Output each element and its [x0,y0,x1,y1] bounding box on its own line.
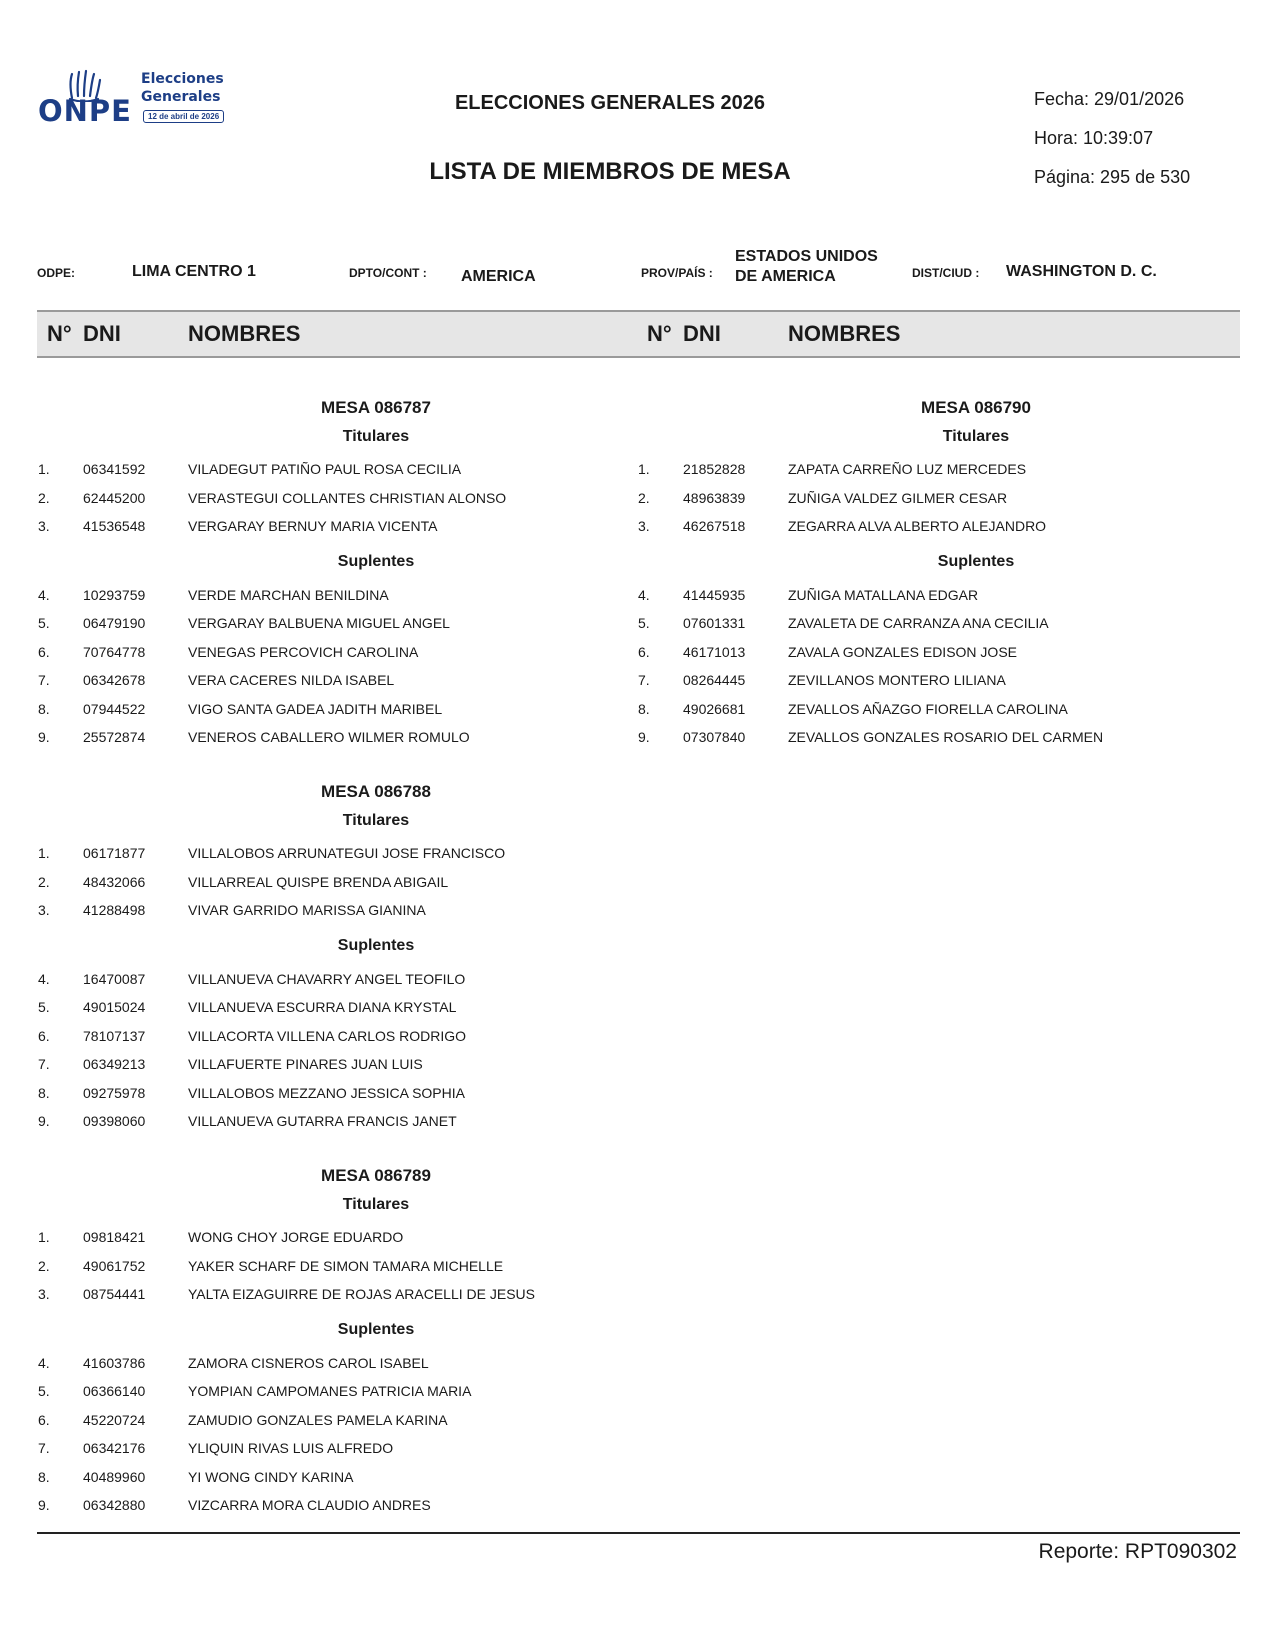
dpto-value: AMERICA [461,268,536,285]
mesa-title: MESA 086787 [321,398,431,417]
member-number: 6. [38,643,50,660]
member-dni: 70764778 [83,643,146,660]
member-dni: 06171877 [83,845,146,861]
member-dni: 41536548 [83,518,146,534]
member-number: 4. [38,586,50,603]
odpe-label: ODPE: [37,266,76,280]
member-name: VIGO SANTA GADEA JADITH MARIBEL [188,700,443,717]
member-number: 8. [638,700,650,717]
member-dni: 41603786 [83,1354,146,1371]
column-header-bar [37,310,1240,358]
section-titulares: Titulares [342,1196,410,1213]
member-dni: 07307840 [683,729,746,745]
member-dni: 09398060 [83,1113,146,1129]
mesa-title: MESA 086789 [321,1166,431,1185]
section-titulares: Titulares [342,428,410,445]
member-dni: 40489960 [83,1468,146,1485]
member-name: VILLANUEVA CHAVARRY ANGEL TEOFILO [188,970,466,987]
member-name: ZAMORA CISNEROS CAROL ISABEL [188,1354,429,1371]
member-number: 5. [38,615,50,631]
member-number: 4. [38,970,50,987]
election-date-pill: 12 de abril de 2026 [143,110,224,123]
member-name: ZUÑIGA VALDEZ GILMER CESAR [788,489,1008,506]
mesa-title: MESA 086788 [321,782,431,801]
member-dni: 45220724 [83,1411,146,1428]
col-nombres-right: NOMBRES [788,321,901,346]
member-number: 7. [638,672,650,688]
odpe-value: LIMA CENTRO 1 [132,263,256,280]
member-name: WONG CHOY JORGE EDUARDO [188,1229,404,1245]
member-dni: 08264445 [683,672,746,688]
member-dni: 25572874 [83,729,146,745]
member-number: 7. [38,1440,50,1456]
member-number: 9. [38,729,50,745]
member-name: YI WONG CINDY KARINA [188,1468,354,1485]
col-nombres-left: NOMBRES [188,321,301,346]
member-dni: 78107137 [83,1027,146,1044]
member-number: 6. [38,1411,50,1428]
member-number: 5. [638,615,650,631]
member-name: VILLAFUERTE PINARES JUAN LUIS [188,1056,423,1072]
member-dni: 49061752 [83,1257,146,1274]
member-dni: 06479190 [83,615,146,631]
member-number: 3. [638,518,650,534]
member-name: VILLANUEVA ESCURRA DIANA KRYSTAL [188,999,457,1015]
member-name: VILLARREAL QUISPE BRENDA ABIGAIL [188,873,449,890]
section-suplentes: Suplentes [337,552,415,570]
mesa-title: MESA 086790 [921,398,1031,417]
member-dni: 06342176 [83,1440,146,1456]
member-dni: 06342678 [83,672,146,688]
member-name: ZAMUDIO GONZALES PAMELA KARINA [188,1411,448,1428]
fecha: Fecha: 29/01/2026 [1034,89,1185,109]
member-number: 5. [38,999,50,1015]
member-name: VERASTEGUI COLLANTES CHRISTIAN ALONSO [188,489,507,506]
prov-label: PROV/PAÍS : [641,266,713,280]
member-number: 6. [638,643,650,660]
member-number: 4. [38,1354,50,1371]
member-dni: 16470087 [83,970,146,987]
member-name: ZEVALLOS AÑAZGO FIORELLA CAROLINA [788,700,1068,717]
member-dni: 09275978 [83,1084,146,1101]
col-n-right: N° [647,321,672,346]
member-number: 2. [38,489,50,506]
section-suplentes: Suplentes [937,552,1015,570]
member-dni: 06366140 [83,1383,146,1399]
member-number: 1. [38,1229,50,1245]
dpto-label: DPTO/CONT : [349,266,427,280]
member-name: VENEROS CABALLERO WILMER ROMULO [188,729,470,745]
member-dni: 21852828 [683,461,746,477]
member-dni: 09818421 [83,1229,146,1245]
member-name: ZEGARRA ALVA ALBERTO ALEJANDRO [788,518,1047,534]
member-name: VIZCARRA MORA CLAUDIO ANDRES [188,1497,431,1513]
member-dni: 62445200 [83,489,146,506]
member-number: 3. [38,1286,50,1302]
member-number: 8. [38,700,50,717]
member-name: VERDE MARCHAN BENILDINA [188,586,389,603]
member-dni: 48432066 [83,873,146,890]
member-number: 6. [38,1027,50,1044]
member-dni: 49015024 [83,999,146,1015]
member-number: 7. [38,672,50,688]
member-number: 1. [38,845,50,861]
member-name: VILADEGUT PATIÑO PAUL ROSA CECILIA [188,461,462,477]
event-line-1: Elecciones [141,71,224,87]
member-number: 8. [38,1468,50,1485]
member-number: 9. [38,1497,50,1513]
section-suplentes: Suplentes [337,1320,415,1338]
event-line-2: Generales [141,89,221,105]
member-name: VIVAR GARRIDO MARISSA GIANINA [188,902,426,918]
member-number: 3. [38,518,50,534]
brand-name: ONPE [38,94,132,128]
member-name: ZAVALETA DE CARRANZA ANA CECILIA [788,615,1049,631]
member-dni: 49026681 [683,700,746,717]
report-code: Reporte: RPT090302 [1038,1540,1237,1563]
member-number: 7. [38,1056,50,1072]
section-suplentes: Suplentes [337,936,415,954]
member-name: ZEVALLOS GONZALES ROSARIO DEL CARMEN [788,729,1104,745]
member-number: 3. [38,902,50,918]
member-dni: 46171013 [683,643,746,660]
member-name: VERA CACERES NILDA ISABEL [188,672,395,688]
member-name: YOMPIAN CAMPOMANES PATRICIA MARIA [188,1383,472,1399]
member-name: ZEVILLANOS MONTERO LILIANA [788,672,1006,688]
dist-value: WASHINGTON D. C. [1006,263,1157,280]
member-number: 9. [638,729,650,745]
member-dni: 41445935 [683,586,746,603]
member-name: VILLANUEVA GUTARRA FRANCIS JANET [188,1113,457,1129]
hora: Hora: 10:39:07 [1034,128,1154,148]
col-dni-right: DNI [683,321,721,346]
document-subtitle: LISTA DE MIEMBROS DE MESA [429,158,791,185]
section-titulares: Titulares [942,428,1010,445]
member-name: YAKER SCHARF DE SIMON TAMARA MICHELLE [188,1257,504,1274]
member-dni: 46267518 [683,518,746,534]
member-number: 1. [638,461,650,477]
member-name: YALTA EIZAGUIRRE DE ROJAS ARACELLI DE JESUS [188,1286,535,1302]
member-number: 9. [38,1113,50,1129]
pagina: Página: 295 de 530 [1034,167,1191,187]
dist-label: DIST/CIUD : [912,266,980,280]
member-dni: 41288498 [83,902,146,918]
member-number: 2. [38,873,50,890]
member-dni: 06341592 [83,461,146,477]
prov-value-line2: DE AMERICA [735,268,836,285]
member-dni: 08754441 [83,1286,146,1302]
member-name: VERGARAY BERNUY MARIA VICENTA [188,518,438,534]
prov-value-line1: ESTADOS UNIDOS [735,248,878,265]
member-number: 2. [638,489,650,506]
member-number: 5. [38,1383,50,1399]
footer-rule [37,1532,1240,1534]
document-title: ELECCIONES GENERALES 2026 [454,92,766,114]
member-name: VILLACORTA VILLENA CARLOS RODRIGO [188,1027,467,1044]
member-name: VERGARAY BALBUENA MIGUEL ANGEL [188,615,450,631]
member-name: ZUÑIGA MATALLANA EDGAR [788,586,979,603]
member-number: 4. [638,586,650,603]
member-number: 8. [38,1084,50,1101]
member-dni: 06342880 [83,1497,146,1513]
member-dni: 10293759 [83,586,146,603]
member-name: VILLALOBOS MEZZANO JESSICA SOPHIA [188,1084,465,1101]
member-name: VILLALOBOS ARRUNATEGUI JOSE FRANCISCO [188,845,506,861]
member-name: VENEGAS PERCOVICH CAROLINA [188,643,419,660]
member-number: 1. [38,461,50,477]
member-dni: 07944522 [83,700,146,717]
member-name: ZAVALA GONZALES EDISON JOSE [788,643,1017,660]
onpe-logo [38,68,248,138]
member-dni: 07601331 [683,615,746,631]
col-dni-left: DNI [83,321,121,346]
member-dni: 06349213 [83,1056,146,1072]
member-name: ZAPATA CARREÑO LUZ MERCEDES [788,461,1027,477]
section-titulares: Titulares [342,812,410,829]
col-n-left: N° [47,321,72,346]
member-dni: 48963839 [683,489,746,506]
member-number: 2. [38,1257,50,1274]
member-name: YLIQUIN RIVAS LUIS ALFREDO [188,1440,394,1456]
